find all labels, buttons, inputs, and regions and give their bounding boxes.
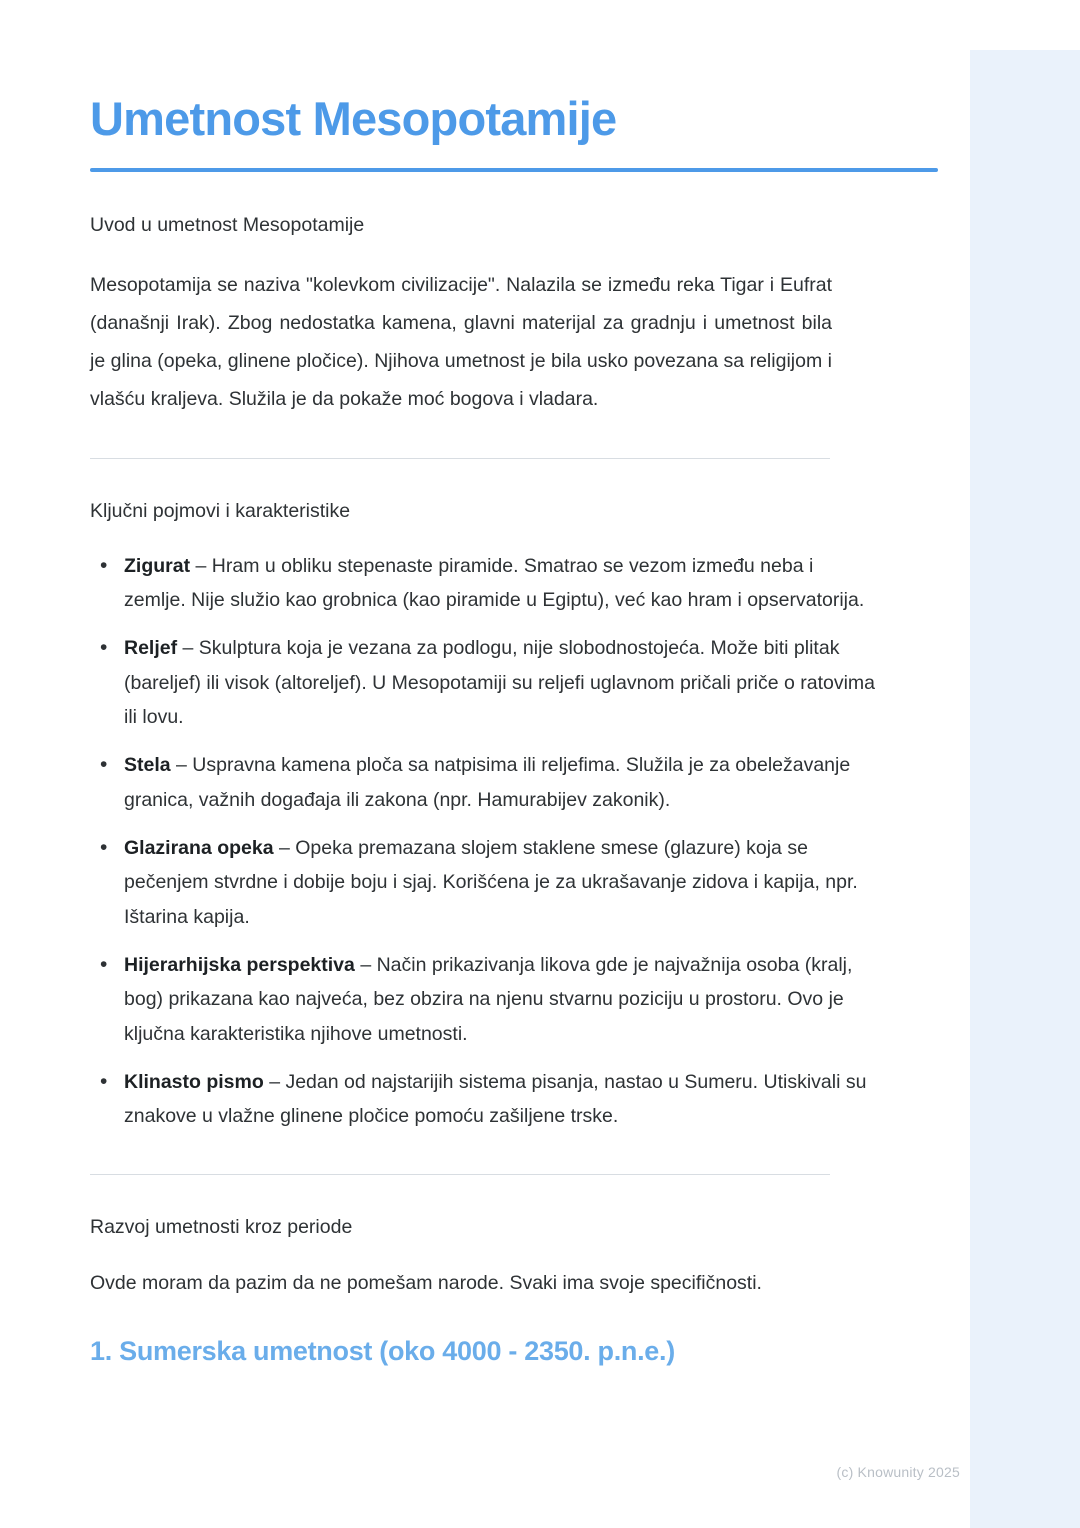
list-item	[90, 1065, 880, 1134]
term-label: Hijerarhijska perspektiva	[124, 953, 355, 976]
term-definition: – Način prikazivanja likova gde je najvažnija osoba (kralj, bog) prikazana kao najveća, bez obzira na njenu stvarnu poziciju u prostoru. Ovo je ključna karakteristika njihove umetnosti.	[124, 953, 853, 1046]
term-definition: – Jedan od najstarijih sistema pisanja, nastao u Sumeru. Utiskivali su znakove u vlažne glinene pločice pomoću zašiljene trske.	[124, 1070, 867, 1128]
section-divider-2	[90, 1174, 830, 1175]
term-definition: – Uspravna kamena ploča sa natpisima ili reljefima. Služila je za obeležavanje granica, važnih događaja ili zakona (npr. Hamurabijev zakonik).	[124, 754, 851, 811]
title-divider	[90, 168, 938, 172]
term-definition: – Hram u obliku stepenaste piramide. Smatrao se vezom između neba i zemlje. Nije služio kao grobnica (kao piramide u Egiptu), već kao hram i opservatorija.	[124, 554, 865, 612]
section-divider-1	[90, 458, 830, 459]
periods-note: Ovde moram da pazim da ne pomešam narode. Svaki ima svoje specifičnosti.	[90, 1272, 762, 1295]
intro-heading: Uvod u umetnost Mesopotamije	[90, 214, 365, 237]
periods-heading: Razvoj umetnosti kroz periode	[90, 1216, 353, 1239]
list-item	[90, 831, 880, 935]
key-terms-list	[90, 549, 880, 1135]
list-item	[90, 948, 880, 1052]
footer-credit: (c) Knowunity 2025	[836, 1464, 960, 1480]
term-definition: – Skulptura koja je vezana za podlogu, nije slobodnostojeća. Može biti plitak (bareljef) ili visok (altoreljef). U Mesopotamiji su reljefi uglavnom pričali priče o ratovima ili lovu.	[124, 636, 876, 729]
period-1-title: 1. Sumerska umetnost (oko 4000 - 2350. p.n.e.)	[90, 1336, 675, 1367]
term-label: Reljef	[124, 636, 178, 659]
page-title: Umetnost Mesopotamije	[90, 92, 617, 145]
term-label: Glazirana opeka	[124, 836, 274, 859]
list-item	[90, 631, 880, 735]
key-terms-heading: Ključni pojmovi i karakteristike	[90, 500, 351, 523]
term-label: Klinasto pismo	[124, 1070, 264, 1093]
page-side-strip	[970, 50, 1080, 1528]
intro-paragraph: Mesopotamija se naziva "kolevkom civilizacije". Nalazila se između reka Tigar i Eufrat (današnji Irak). Zbog nedostatka kamena, glavni materijal za gradnju i umetnost bila je glina (opeka, glinene pločice). Njihova umetnost je bila usko povezana sa religijom i vlašću kraljeva. Služila je da pokaže moć bogova i vladara.	[90, 274, 832, 411]
term-label: Zigurat	[124, 554, 191, 577]
term-definition: – Opeka premazana slojem staklene smese (glazure) koja se pečenjem stvrdne i dobije boju i sjaj. Korišćena je za ukrašavanje zidova i kapija, npr. Ištarina kapija.	[124, 836, 858, 928]
term-label: Stela	[124, 754, 171, 777]
list-item	[90, 549, 880, 618]
list-item	[90, 748, 880, 817]
